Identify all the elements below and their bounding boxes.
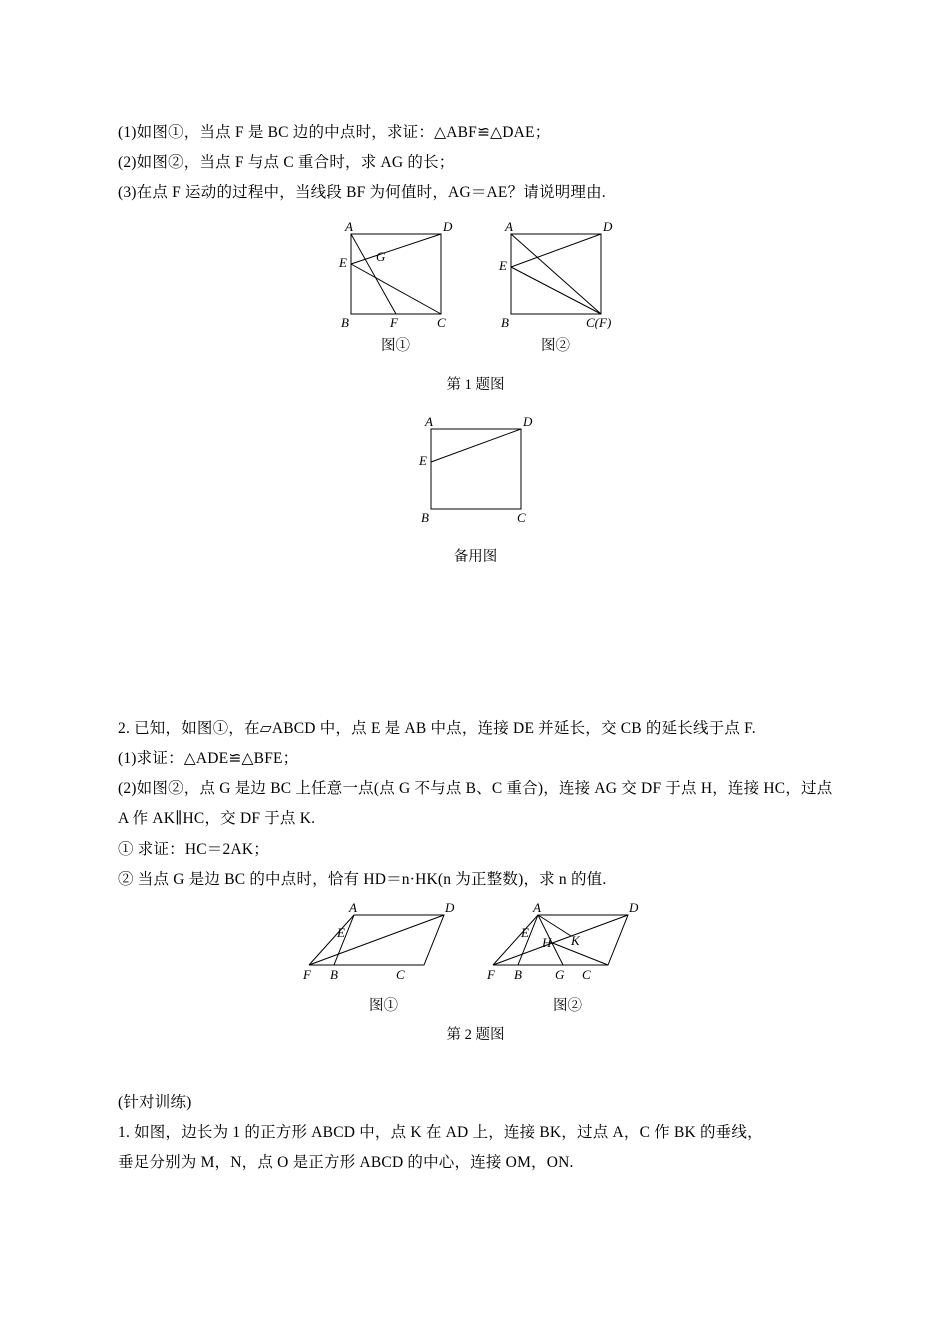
problem2-fig2-label-B: B bbox=[513, 966, 522, 982]
problem2-fig1-label-F: F bbox=[302, 966, 311, 982]
problem1-figure-1-label-E: E bbox=[338, 254, 347, 270]
section3-heading bbox=[118, 1088, 833, 1118]
problem1-figure-1-label-F: F bbox=[389, 314, 398, 329]
problem2-figure-1-caption: 图① bbox=[369, 997, 398, 1014]
problem2-part-1-text: (1)求证：△ADE≌△BFE； bbox=[118, 749, 299, 767]
section3-line-2 bbox=[118, 1148, 833, 1178]
spare-label-E: E bbox=[418, 452, 427, 468]
problem2-fig1-label-E: E bbox=[336, 924, 345, 940]
problem1-spare-caption: 备用图 bbox=[453, 548, 498, 565]
problem2-part-4-text: ② 当点 G 是边 BC 的中点时，恰有 HD＝n·HK(n 为正整数)，求 n 的值. bbox=[118, 870, 607, 888]
problem1-figure-1-label-D: D bbox=[442, 218, 452, 234]
problem1-caption: 第 1 题图 bbox=[446, 376, 505, 393]
problem2-part-2-text: (2)如图②，点 G 是边 BC 上任意一点(点 G 不与点 B、C 重合)，连接 AG 交 DF 于点 H，连接 HC，过点 A 作 AK∥HC，交 DF 于点 K. bbox=[118, 780, 833, 828]
problem2-figure-1 bbox=[299, 903, 469, 1015]
problem2-figures bbox=[118, 903, 833, 1015]
problem2-fig2-label-A: A bbox=[532, 902, 541, 915]
problem1-figure-1-label-A: A bbox=[344, 218, 353, 234]
problem2-fig2-label-D: D bbox=[628, 902, 638, 915]
spare-label-C: C bbox=[516, 509, 526, 524]
section3-line-2-text: 垂足分别为 M，N，点 O 是正方形 ABCD 的中心，连接 OM，ON. bbox=[118, 1154, 574, 1172]
problem2-fig2-label-C: C bbox=[581, 966, 591, 982]
problem1-part-1 bbox=[118, 118, 833, 148]
problem2-fig2-label-H: H bbox=[541, 934, 551, 950]
problem2-caption: 第 2 题图 bbox=[446, 1026, 505, 1043]
problem2-part-3-text: ① 求证：HC＝2AK； bbox=[118, 840, 269, 858]
problem2-fig1-label-C: C bbox=[395, 966, 405, 982]
problem1-part-2-text: (2)如图②，当点 F 与点 C 重合时，求 AG 的长； bbox=[118, 154, 455, 172]
problem2-part-1 bbox=[118, 744, 833, 774]
problem1-figure-2-label-D: D bbox=[602, 218, 612, 234]
problem1-figure-1-label-G: G bbox=[375, 248, 385, 264]
problem2-fig2-label-F: F bbox=[486, 966, 495, 982]
problem1-figure-1-svg bbox=[326, 219, 466, 329]
problem2-fig2-label-K: K bbox=[570, 932, 580, 948]
problem2-fig2-label-E: E bbox=[520, 924, 529, 940]
problem1-spare-figure-svg bbox=[406, 414, 546, 524]
problem1-figure-2-label-A: A bbox=[504, 218, 513, 234]
problem2-part-3 bbox=[118, 835, 833, 865]
problem1-figure-2-label-E: E bbox=[498, 257, 507, 273]
section3-line-1-text: 1. 如图，边长为 1 的正方形 ABCD 中，点 K 在 AD 上，连接 BK，过点 A，C 作 BK 的垂线， bbox=[118, 1124, 763, 1142]
problem1-part-2 bbox=[118, 148, 833, 178]
problem1-part-3 bbox=[118, 178, 833, 208]
spare-label-B: B bbox=[420, 509, 429, 524]
problem2-part-2 bbox=[118, 774, 833, 834]
problem2-figure-1-svg bbox=[299, 903, 469, 989]
spare-label-A: A bbox=[424, 413, 433, 429]
problem1-figure-1 bbox=[326, 219, 466, 355]
problem1-part-3-text: (3)在点 F 运动的过程中，当线段 BF 为何值时，AG＝AE？请说明理由. bbox=[118, 184, 606, 202]
problem2-fig1-label-D: D bbox=[444, 902, 454, 915]
problem2-figure-2 bbox=[483, 903, 653, 1015]
problem2-figure-2-caption: 图② bbox=[553, 997, 582, 1014]
problem1-figure-2 bbox=[486, 219, 626, 355]
problem1-figure-2-label-CF: C(F) bbox=[585, 314, 611, 329]
section3-line-1 bbox=[118, 1118, 833, 1148]
spare-label-D: D bbox=[522, 413, 532, 429]
problem2-number: 2. bbox=[118, 719, 131, 737]
problem2-figure-2-svg bbox=[483, 903, 653, 989]
problem1-figure-2-svg bbox=[486, 219, 626, 329]
problem2-stem-text: 已知，如图①，在▱ABCD 中，点 E 是 AB 中点，连接 DE 并延长，交 CB 的延长线于点 F. bbox=[134, 719, 756, 737]
problem1-figure-1-label-C: C bbox=[436, 314, 446, 329]
problem2-part-4 bbox=[118, 865, 833, 895]
problem1-figures bbox=[118, 219, 833, 355]
problem1-spare-figure bbox=[118, 414, 833, 529]
problem2-stem bbox=[118, 714, 833, 744]
problem2-fig2-label-G: G bbox=[554, 966, 564, 982]
problem1-figure-2-caption: 图② bbox=[541, 337, 570, 354]
problem1-part-1-text: (1)如图①，当点 F 是 BC 边的中点时，求证：△ABF≌△DAE； bbox=[118, 124, 551, 141]
problem1-figure-2-label-B: B bbox=[500, 314, 509, 329]
document-content bbox=[118, 0, 833, 1179]
problem1-figure-1-caption: 图① bbox=[381, 337, 410, 354]
problem1-figure-1-label-B: B bbox=[340, 314, 349, 329]
section3-heading-text: (针对训练) bbox=[118, 1093, 192, 1111]
problem2-fig1-label-B: B bbox=[329, 966, 338, 982]
problem2-fig1-label-A: A bbox=[348, 902, 357, 915]
